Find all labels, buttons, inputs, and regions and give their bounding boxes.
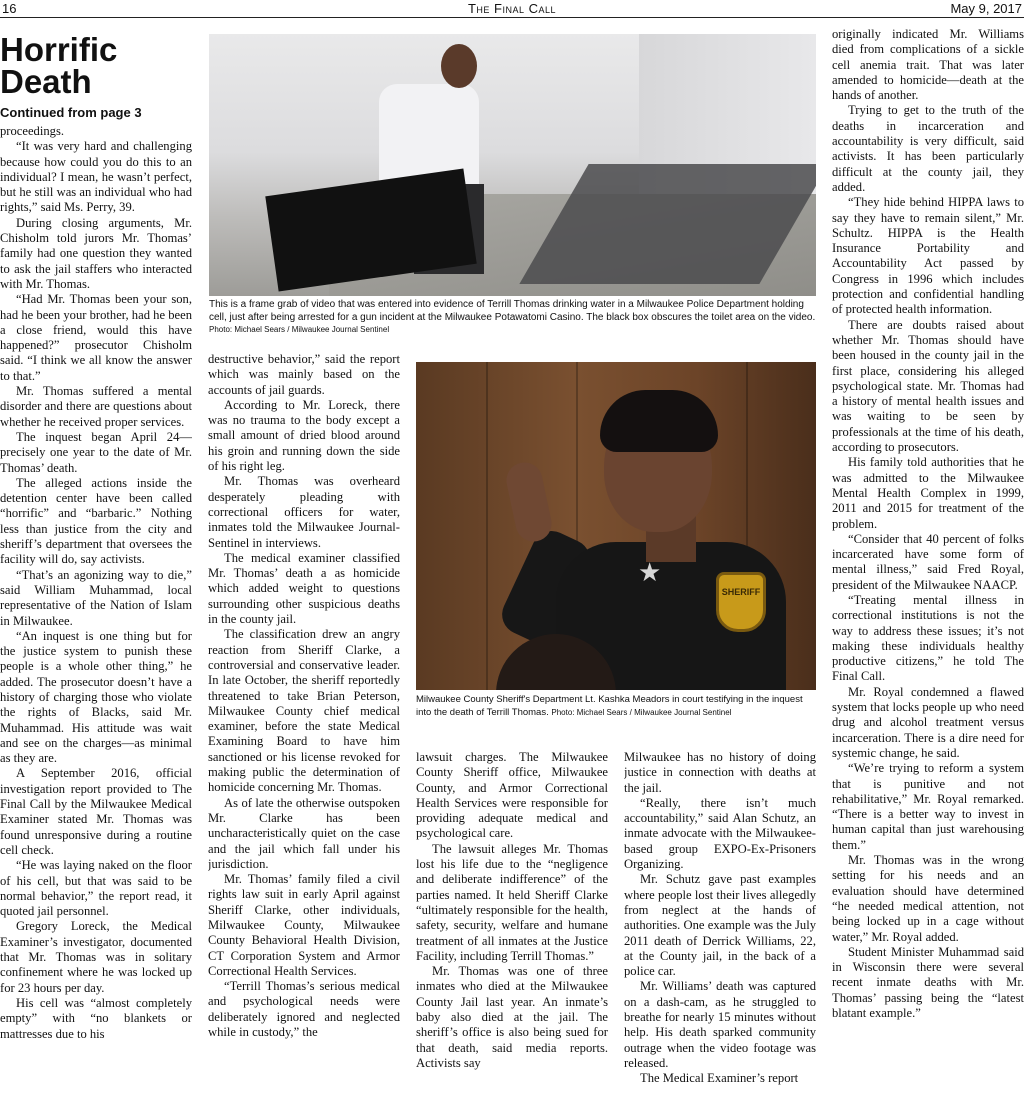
photo1-caption-text: This is a frame grab of video that was entered into evidence of Terrill Thomas drinking water in a Milwaukee Police Department holding cell, just after being arrested for a gun incident at the Milwaukee Potawatomi Casino. The black box obscures the toilet area on the video.	[209, 299, 816, 323]
photo2-caption	[416, 694, 816, 719]
paragraph: According to Mr. Loreck, there was no trauma to the body except a small amount of dried blood around his groin and running down the side of his right leg.	[208, 397, 400, 474]
headline-line-2: Death	[0, 63, 92, 100]
publication-name: The Final Call	[467, 1, 557, 16]
continued-from: Continued from page 3	[0, 105, 142, 120]
article-column-2	[208, 352, 400, 1108]
photo2-caption-text: Milwaukee County Sheriff's Department Lt. Kashka Meadors in court testifying in the inquest into the death of Terrill Thomas.	[416, 694, 803, 718]
paragraph: “Consider that 40 percent of folks incarcerated have some form of mental illness,” said Fred Royal, president of the Milwaukee NAACP.	[832, 531, 1024, 592]
paragraph: Mr. Thomas was overheard desperately pleading with correctional officers for water, inmates told the Milwaukee Journal-Sentinel in interviews.	[208, 474, 400, 550]
page-header	[0, 0, 1024, 18]
paragraph: Mr. Thomas’ family filed a civil rights law suit in early April against Sheriff Clarke, other individuals, Milwaukee County, Milwaukee County Behavioral Health Division, CT Corporation System and Armor Correctional Health Services.	[208, 872, 400, 978]
paragraph: “We’re trying to reform a system that is punitive and not rehabilitative,” Mr. Royal remarked. “There is a better way to invest in human capital than just warehousing them.”	[832, 761, 1024, 852]
raised-hand	[503, 459, 555, 545]
sheriff-patch	[716, 572, 766, 632]
officer-testifying-photo	[416, 362, 816, 690]
paragraph: “It was very hard and challenging because how could you do this to an individual? I mean, he wasn’t perfect, but he still was an individual who had rights,” said Ms. Perry, 39.	[0, 139, 192, 215]
headline-line-1: Horrific	[0, 32, 118, 68]
paragraph: “He was laying naked on the floor of his cell, but that was said to be normal behavior,” the report read, it quoted jail personnel.	[0, 858, 192, 919]
paragraph: Student Minister Muhammad said in Wisconsin there were several recent inmate deaths with Mr. Thomas’ passing being the “latest blatant example.”	[832, 944, 1024, 1020]
paragraph: The lawsuit alleges Mr. Thomas lost his life due to the “negligence and deliberate indifference” of the parties named. It held Sheriff Clarke “ultimately responsible for the health, safety, security, welfare and humane treatment of all inmates at the Justice Facility, including Terrill Thomas.”	[416, 841, 608, 963]
issue-date: May 9, 2017	[950, 1, 1022, 16]
paragraph: A September 2016, official investigation report provided to The Final Call by the Milwaukee Medical Examiner stated Mr. Thomas was found unresponsive during a routine cell check.	[0, 766, 192, 857]
paragraph: There are doubts raised about whether Mr. Thomas should have been housed in the county jail in the first place, considering his alleged psychological state. Mr. Thomas had a history of mental health issues and was waiting to be seen by professionals at the time of his death, according to prosecutors.	[832, 317, 1024, 455]
paragraph: originally indicated Mr. Williams died from complications of a sickle cell anemia trait. That was later amended to homicide—death at the hands of another.	[832, 27, 1024, 103]
paragraph: Mr. Thomas was in the wrong setting for his needs and an evaluation should have determined “he needed medical attention, not being locked up in a cage without water,” Mr. Royal added.	[832, 853, 1024, 944]
paragraph: During closing arguments, Mr. Chisholm told jurors Mr. Thomas’ family had one question they wanted to ask the jail staffers who interacted with Mr. Thomas.	[0, 215, 192, 291]
paragraph: The alleged actions inside the detention center have been called “horrific” and “barbaric.” Nothing less than justice from the city and sheriff’s department that oversees the facility will do, say activists.	[0, 475, 192, 567]
star-badge-icon: ★	[638, 558, 662, 588]
paragraph: “Really, there isn’t much accountability,” said Alan Schutz, an inmate advocate with the Milwaukee-based group EXPO-Ex-Prisoners Organizing.	[624, 795, 816, 872]
paragraph: “That’s an agonizing way to die,” said William Muhammad, local representative of the Nation of Islam in Milwaukee.	[0, 567, 192, 628]
paragraph: His cell was “almost completely empty” with “no blankets or mattresses due to his	[0, 995, 192, 1041]
paragraph: “Terrill Thomas’s serious medical and psychological needs were deliberately ignored and neglected while in custody,” the	[208, 979, 400, 1040]
photo1-credit: Photo: Michael Sears / Milwaukee Journal Sentinel	[209, 325, 390, 334]
jail-cell-video-still	[209, 34, 816, 296]
paragraph: “Treating mental illness in correctional institutions is not the way to address these issues; it’s not making these individuals healthy productive citizens,” he told The Final Call.	[832, 592, 1024, 684]
paragraph: The medical examiner classified Mr. Thomas’ death a as homicide which added weight to questions surrounding other suspicious deaths in the county jail.	[208, 550, 400, 627]
paragraph: Trying to get to the truth of the deaths in incarceration and accountability is very difficult, said activists. It has been particularly difficult at the county jail, they added.	[832, 103, 1024, 194]
paragraph: Mr. Thomas suffered a mental disorder and there are questions about whether he received proper services.	[0, 384, 192, 429]
sheriff-patch-text: SHERIFF	[721, 587, 761, 597]
paragraph: Mr. Williams’ death was captured on a dash-cam, as he struggled to breathe for nearly 15 minutes without help. His death sparked community outrage when the video footage was released.	[624, 979, 816, 1070]
paragraph: lawsuit charges. The Milwaukee County Sheriff office, Milwaukee County, and Armor Correctional Health Services were responsible for providing adequate medical and psychological care.	[416, 750, 608, 841]
article-column-4	[624, 750, 816, 1108]
paragraph: His family told authorities that he was admitted to the Milwaukee Mental Health Complex in 1999, 2011 and 2015 for treatment of the problem.	[832, 455, 1024, 531]
paragraph: Milwaukee has no history of doing justice in connection with deaths at the jail.	[624, 750, 816, 795]
paragraph: As of late the otherwise outspoken Mr. Clarke has been uncharacteristically quiet on the case and the jail which fall under his jurisdiction.	[208, 795, 400, 871]
paragraph: The classification drew an angry reaction from Sheriff Clarke, a controversial and conservative leader. In late October, the sheriff reportedly threatened to take Brian Peterson, Milwaukee County chief medical examiner, before the state Medical Examining Board to have him sanctioned or his license revoked for making public the determination of homicide concerning Mr. Thomas.	[208, 627, 400, 795]
paragraph: “Had Mr. Thomas been your son, had he been your brother, had he been a close friend, would this have happened?” prosecutor Chisholm said. “I think we all know the answer to that.”	[0, 292, 192, 383]
article-column-3	[416, 750, 608, 1108]
paragraph: Mr. Schutz gave past examples where people lost their lives allegedly from neglect at the hands of authorities. One example was the July 2011 death of Derrick Williams, 22, at the County jail, in the back of a police car.	[624, 872, 816, 979]
paragraph: Gregory Loreck, the Medical Examiner’s investigator, documented that Mr. Thomas was in solitary confinement where he was locked up for 23 hours per day.	[0, 919, 192, 995]
article-column-5	[832, 27, 1024, 1108]
page-number: 16	[2, 1, 17, 16]
paragraph: “They hide behind HIPPA laws to say they have to remain silent,” Mr. Schultz. HIPPA is the Health Insurance Portability and Accountability Act passed by Congress in 1996 which includes protection and confidential handling of protected health information.	[832, 195, 1024, 317]
paragraph: The inquest began April 24—precisely one year to the date of Mr. Thomas’ death.	[0, 429, 192, 475]
photo1-caption	[209, 299, 816, 337]
paragraph: The Medical Examiner’s report	[640, 1071, 799, 1086]
article-column-1	[0, 32, 192, 1108]
paragraph: Mr. Royal condemned a flawed system that locks people up who need drug and alcohol treatment versus incarceration. There is a dire need for systemic change, he said.	[832, 684, 1024, 760]
paragraph: proceedings.	[0, 124, 64, 138]
paragraph: destructive behavior,” said the report which was mainly based on the accounts of jail guards.	[208, 352, 400, 397]
paragraph: “An inquest is one thing but for the justice system to punish these people is a whole other thing,” he added. The prosecutor doesn’t have a history of charging those who violate the rights of Blacks, said Mr. Muhammad. His attitude was wait and see on the charges—as minimal as they are.	[0, 628, 192, 766]
photo2-credit: Photo: Michael Sears / Milwaukee Journal Sentinel	[551, 707, 732, 717]
paragraph: Mr. Thomas was one of three inmates who died at the Milwaukee County Jail last year. An inmate’s baby also died at the jail. The sheriff’s office is also being sued for that death, said media reports. Activists say	[416, 964, 608, 1070]
headline	[0, 34, 192, 98]
